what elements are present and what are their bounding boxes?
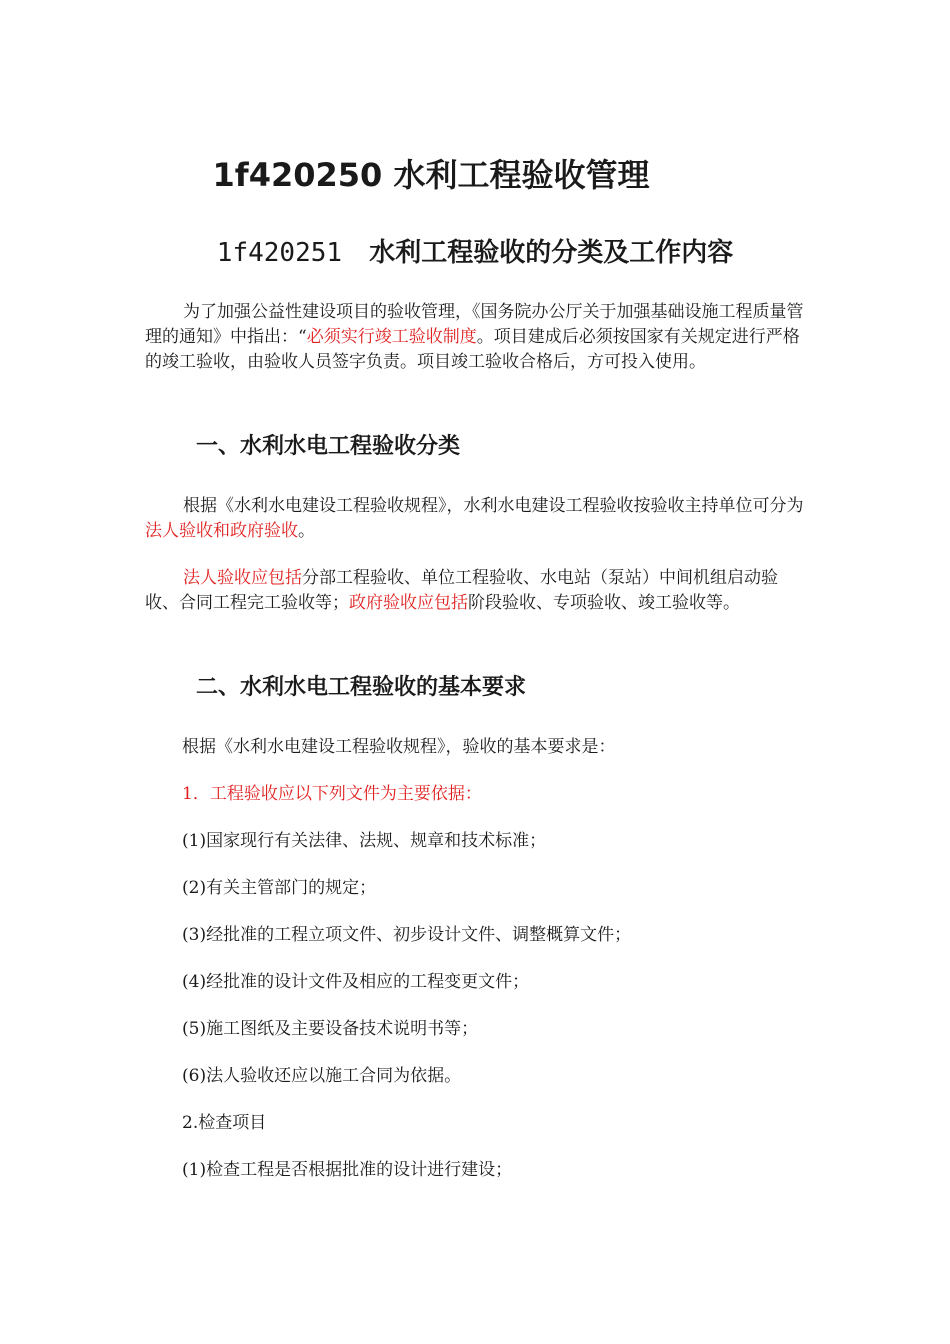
- basis-item: (6)法人验收还应以施工合同为依据。: [182, 1066, 462, 1086]
- basis-item: (3)经批准的工程立项文件、初步设计文件、调整概算文件；: [182, 925, 632, 945]
- section1-heading: 一、水利水电工程验收分类: [196, 434, 461, 459]
- basis-item: (5)施工图纸及主要设备技术说明书等；: [182, 1019, 479, 1039]
- basis-item: (1)国家现行有关法律、法规、规章和技术标准；: [182, 831, 547, 851]
- basis-title: 1．工程验收应以下列文件为主要依据：: [182, 784, 482, 804]
- section-subtitle: [0, 234, 950, 272]
- section1-paragraph-1: [145, 494, 810, 544]
- intro-text-2: 。项目建成后必须按国家有关规定进行严格的竣工验收，由验收人员签字负责。项目竣工验收合格后，方可投入使用。: [145, 327, 800, 372]
- subtitle-text: 水利工程验收的分类及工作内容: [369, 238, 734, 268]
- section1-paragraph-2: [145, 566, 810, 616]
- section2-intro: 根据《水利水电建设工程验收规程》，验收的基本要求是：: [182, 737, 616, 757]
- document-title: 1f420250 水利工程验收管理: [212, 156, 650, 194]
- section1-p1-text-2: 。: [298, 521, 315, 541]
- intro-text-1: 为了加强公益性建设项目的验收管理，《国务院办公厅关于加强基础设施工程质量管理的通知》中指出：“: [145, 302, 804, 347]
- section1-p2-text-2: 阶段验收、专项验收、竣工验收等。: [468, 593, 740, 613]
- checks-title: 2.检查项目: [182, 1113, 267, 1133]
- basis-item: (2)有关主管部门的规定；: [182, 878, 377, 898]
- subtitle-code: 1f420251: [216, 238, 343, 268]
- basis-item: (4)经批准的设计文件及相应的工程变更文件；: [182, 972, 530, 992]
- intro-paragraph: [145, 300, 810, 375]
- section1-p1-text-1: 根据《水利水电建设工程验收规程》，水利水电建设工程验收按验收主持单位可分为: [183, 496, 804, 516]
- check-item: (1)检查工程是否根据批准的设计进行建设；: [182, 1160, 513, 1180]
- section1-p2-highlight-1: 法人验收应包括: [183, 568, 302, 588]
- section1-p2-text-1: 分部工程验收、单位工程验收、水电站（泵站）中间机组启动验收、合同工程完工验收等；: [145, 568, 778, 613]
- intro-highlight: 必须实行竣工验收制度: [306, 327, 477, 347]
- section2-heading: 二、水利水电工程验收的基本要求: [196, 675, 527, 700]
- section1-p1-highlight: 法人验收和政府验收: [145, 521, 298, 541]
- section1-p2-highlight-2: 政府验收应包括: [349, 593, 468, 613]
